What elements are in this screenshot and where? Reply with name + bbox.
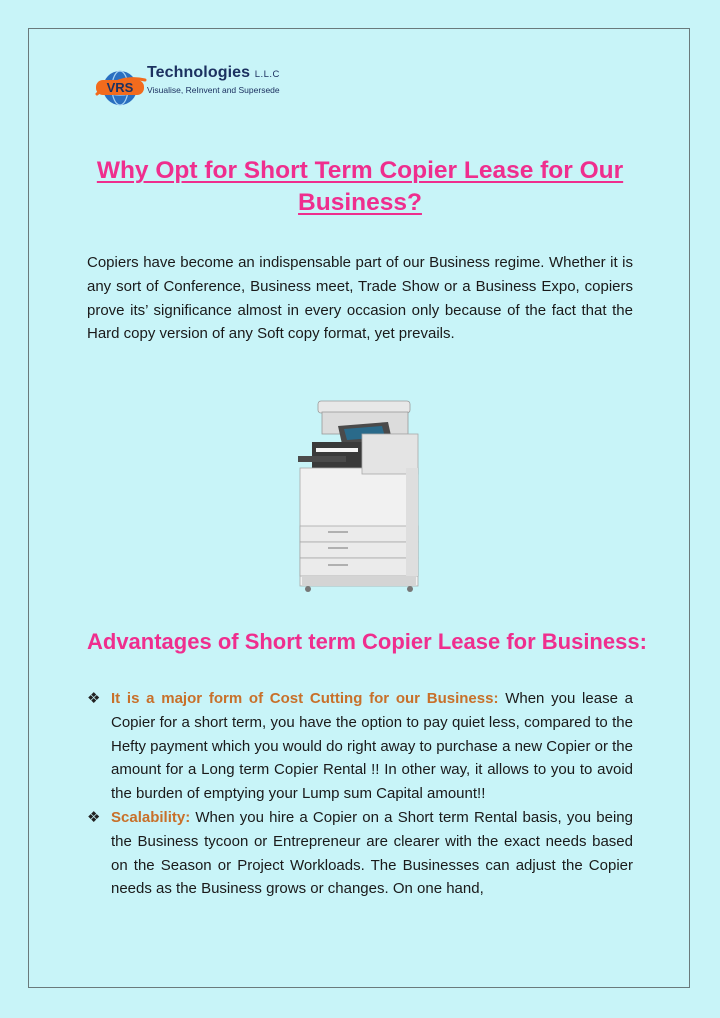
bullet-lead-text: It is a major form of Cost Cutting for our Business: — [111, 690, 499, 707]
bullet-body-text: When you lease a Copier for a short term, you have the option to pay quiet less, compared to the Hefty payment which you would do right away to purchase a new Copier or the amount for a Long term Copier Rental !! In other way, it allows to you to avoid the burden of emptying your Lump sum Capital amount!! — [111, 690, 633, 803]
copier-machine-image — [290, 398, 425, 594]
logo-company: Technologies — [147, 64, 251, 81]
logo-tagline: Visualise, ReInvent and Supersede — [147, 85, 280, 95]
advantages-heading: Advantages of Short term Copier Lease for Business: — [87, 629, 647, 654]
bullet-body-text: When you hire a Copier on a Short term Rental basis, you being the Business tycoon or Entrepreneur are clearer with the exact needs based on the Season or Project Workloads. The Businesses can adjust the Copier needs as the Business grows or changes. On one hand, — [111, 808, 633, 898]
logo-badge-text: VRS — [106, 80, 134, 95]
list-item — [87, 687, 633, 806]
list-item — [87, 806, 633, 901]
vrs-globe-icon — [93, 64, 147, 110]
page-title: Why Opt for Short Term Copier Lease for Our Business? — [96, 157, 624, 216]
logo-company-name — [147, 64, 280, 82]
intro-paragraph: Copiers have become an indispensable part of our Business regime. Whether it is any sort of Conference, Business meet, Trade Show or a Business Expo, copiers prove its’ significance almost in every occasion only because of the fact that the Hard copy version of any Soft copy format, yet prevails. — [87, 254, 633, 343]
bullet-lead-text: Scalability: — [111, 808, 191, 826]
diamond-bullet-icon: ❖ — [87, 690, 101, 707]
diamond-bullet-icon: ❖ — [87, 808, 101, 826]
advantages-list — [87, 687, 633, 901]
logo-suffix: L.L.C — [254, 69, 280, 80]
company-logo — [93, 64, 293, 110]
